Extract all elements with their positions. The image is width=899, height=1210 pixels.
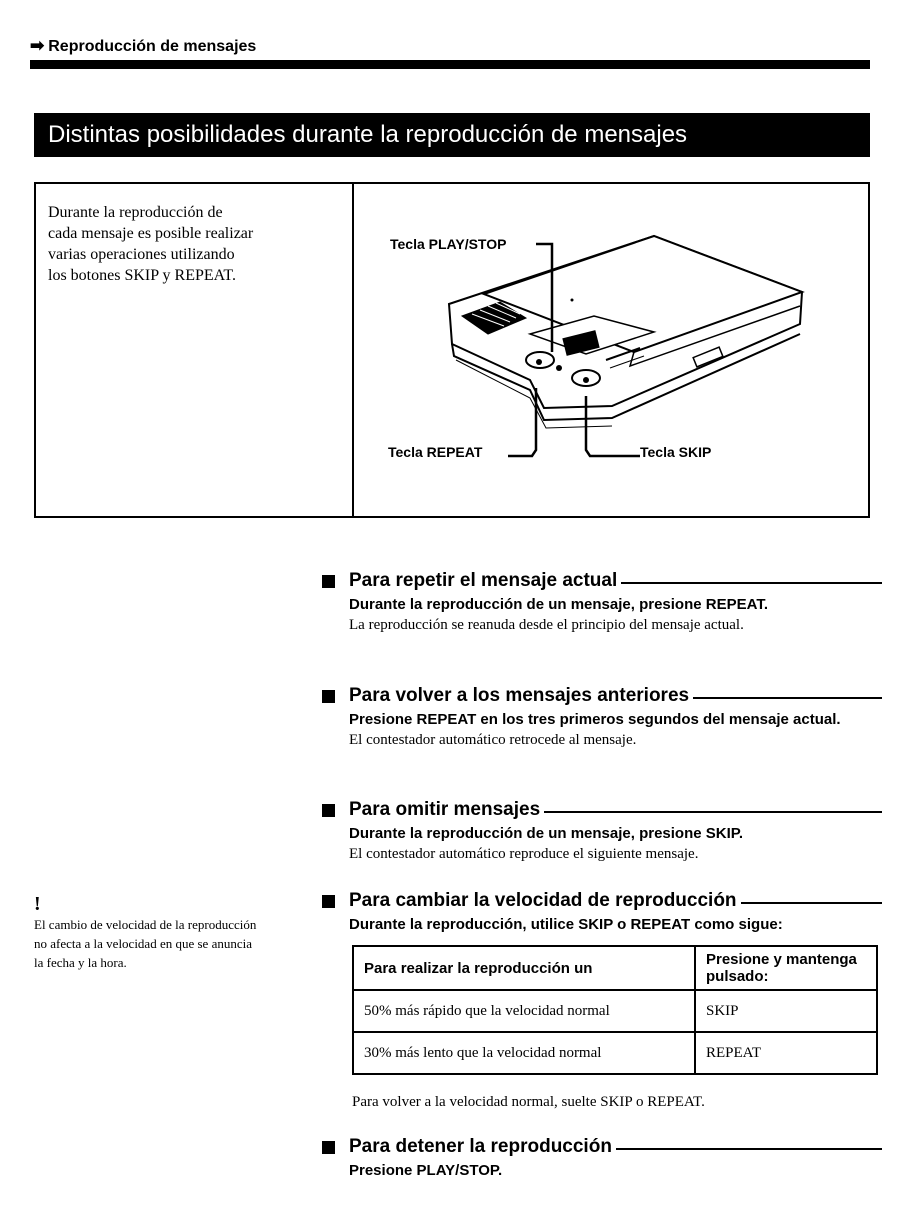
table-header-cell: Para realizar la reproducción un bbox=[353, 946, 695, 990]
section-speed bbox=[322, 888, 882, 935]
square-bullet-icon bbox=[322, 895, 335, 908]
section-body bbox=[349, 823, 869, 865]
answering-machine-illustration bbox=[354, 184, 870, 516]
arrow-right-icon: ➡ bbox=[30, 36, 45, 55]
section-stop bbox=[322, 1134, 882, 1181]
heading-rule bbox=[741, 902, 882, 904]
section-body bbox=[349, 1160, 869, 1181]
answering-machine-icon bbox=[354, 184, 870, 516]
breadcrumb bbox=[30, 36, 256, 56]
table-header-cell: Presione y mantenga pulsado: bbox=[695, 946, 877, 990]
heading-rule bbox=[616, 1148, 882, 1150]
instruction-text: Durante la reproducción de un mensaje, presione REPEAT. bbox=[349, 596, 768, 613]
instruction-text: Presione REPEAT en los tres primeros segundos del mensaje actual. bbox=[349, 711, 841, 728]
section-heading bbox=[322, 1134, 882, 1160]
square-bullet-icon bbox=[322, 804, 335, 817]
table-cell: REPEAT bbox=[695, 1032, 877, 1074]
section-title: Para cambiar la velocidad de reproducción bbox=[349, 890, 737, 911]
skip-key-label: Tecla SKIP bbox=[640, 444, 712, 460]
note-mark: ! bbox=[34, 893, 41, 915]
table-row bbox=[353, 1032, 877, 1074]
table-cell: 30% más lento que la velocidad normal bbox=[353, 1032, 695, 1074]
section-previous bbox=[322, 683, 882, 751]
section-heading bbox=[322, 683, 882, 709]
table-row bbox=[353, 990, 877, 1032]
intro-line: los botones SKIP y REPEAT. bbox=[48, 267, 237, 284]
heading-rule bbox=[693, 697, 882, 699]
section-heading bbox=[322, 568, 882, 594]
section-title: Para detener la reproducción bbox=[349, 1136, 612, 1157]
instruction-text: Durante la reproducción de un mensaje, presione SKIP. bbox=[349, 825, 743, 842]
section-body bbox=[349, 594, 869, 636]
square-bullet-icon bbox=[322, 690, 335, 703]
section-skip bbox=[322, 797, 882, 865]
intro-line: cada mensaje es posible realizar bbox=[48, 225, 254, 242]
play-stop-key-label: Tecla PLAY/STOP bbox=[390, 236, 507, 252]
repeat-key-label: Tecla REPEAT bbox=[388, 444, 483, 460]
section-heading bbox=[322, 797, 882, 823]
section-heading bbox=[322, 888, 882, 914]
section-body bbox=[349, 709, 869, 751]
heading-rule bbox=[544, 811, 882, 813]
section-title: Para volver a los mensajes anteriores bbox=[349, 685, 690, 706]
result-text: La reproducción se reanuda desde el principio del mensaje actual. bbox=[349, 617, 744, 633]
page-title: Distintas posibilidades durante la reproducción de mensajes bbox=[34, 113, 870, 157]
section-title: Para omitir mensajes bbox=[349, 799, 541, 820]
square-bullet-icon bbox=[322, 1141, 335, 1154]
intro-text bbox=[48, 202, 338, 286]
table-cell: SKIP bbox=[695, 990, 877, 1032]
note-text: El cambio de velocidad de la reproducción no afecta a la velocidad en que se anuncia la fecha y la hora. bbox=[34, 917, 257, 970]
speed-footer-note: Para volver a la velocidad normal, suelte SKIP o REPEAT. bbox=[352, 1094, 705, 1110]
header-rule bbox=[30, 60, 870, 69]
section-title: Para repetir el mensaje actual bbox=[349, 570, 618, 591]
section-repeat-current bbox=[322, 568, 882, 636]
result-text: El contestador automático reproduce el siguiente mensaje. bbox=[349, 846, 699, 862]
instruction-text: Presione PLAY/STOP. bbox=[349, 1162, 503, 1179]
intro-line: Durante la reproducción de bbox=[48, 204, 223, 221]
heading-rule bbox=[621, 582, 882, 584]
speed-table bbox=[352, 945, 878, 1075]
table-header-row bbox=[353, 946, 877, 990]
instruction-text: Durante la reproducción, utilice SKIP o REPEAT como sigue: bbox=[349, 916, 783, 933]
table-cell: 50% más rápido que la velocidad normal bbox=[353, 990, 695, 1032]
intro-line: varias operaciones utilizando bbox=[48, 246, 235, 263]
note bbox=[34, 893, 264, 972]
section-body bbox=[349, 914, 869, 935]
square-bullet-icon bbox=[322, 575, 335, 588]
intro-box bbox=[34, 182, 870, 518]
breadcrumb-label: Reproducción de mensajes bbox=[48, 38, 257, 55]
result-text: El contestador automático retrocede al mensaje. bbox=[349, 732, 637, 748]
